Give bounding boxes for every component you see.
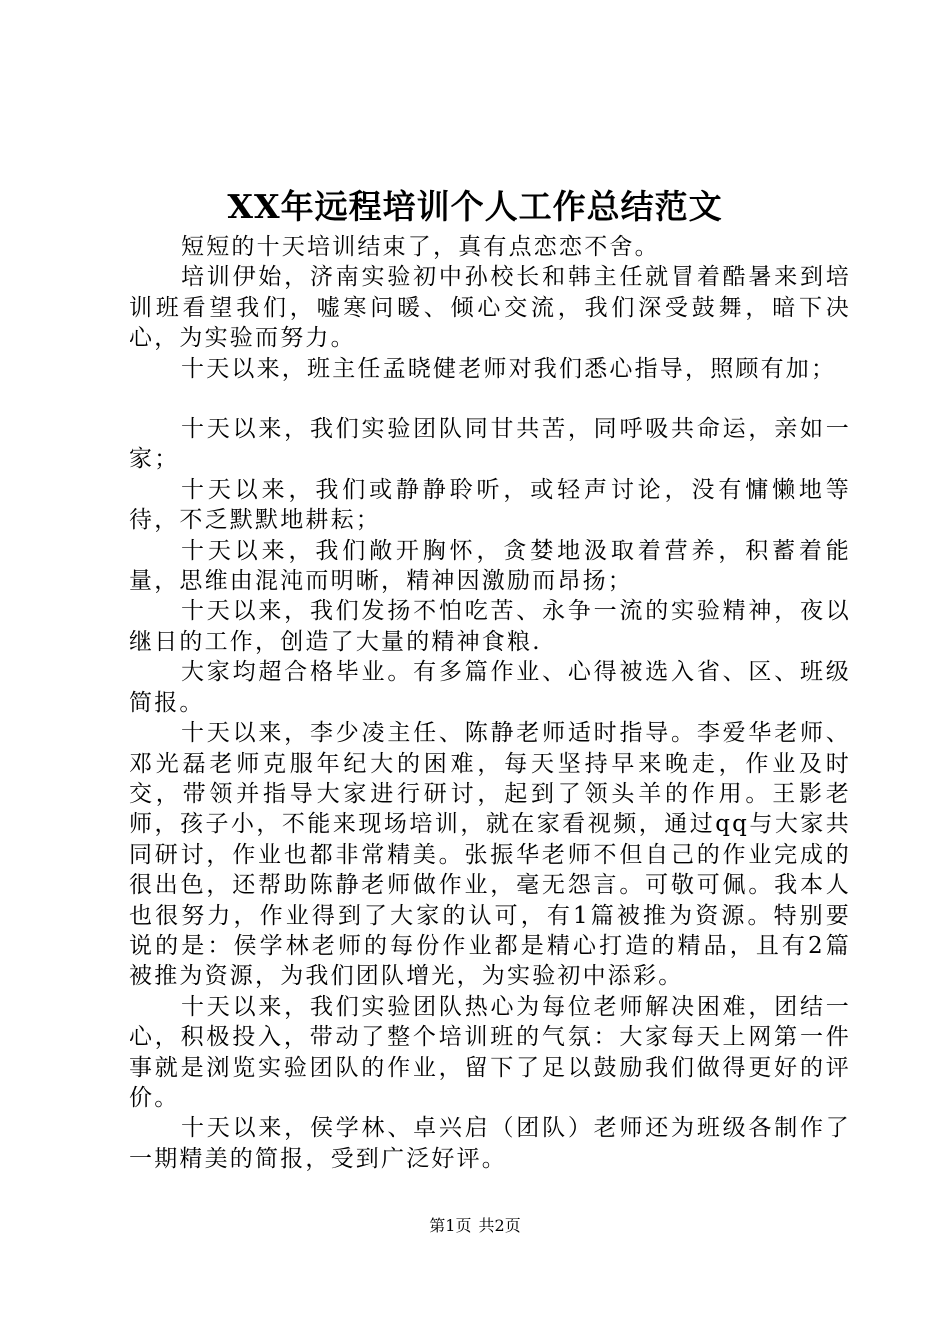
paragraph: 短短的十天培训结束了，真有点恋恋不舍。 [181, 234, 660, 260]
paragraph: 十天以来，我们实验团队热心为每位老师解决困难，团结一心，积极投入，带动了整个培训班的气氛：大家每天上网第一件事就是浏览实验团队的作业，留下了足以鼓励我们做得更好的评价。 [129, 993, 851, 1111]
paragraph: 十天以来，我们实验团队同甘共苦，同呼吸共命运，亲如一家； [129, 416, 851, 473]
paragraph: 十天以来，我们发扬不怕吃苦、永争一流的实验精神，夜以继日的工作，创造了大量的精神食粮. [129, 598, 851, 655]
document-title: XX年远程培训个人工作总结范文 [227, 187, 723, 226]
paragraph: 十天以来，我们敞开胸怀，贪婪地汲取着营养，积蓄着能量，思维由混沌而明晰，精神因激励而昂扬； [129, 537, 851, 595]
paragraph: 十天以来，侯学林、卓兴启（团队）老师还为班级各制作了一期精美的简报，受到广泛好评。 [129, 1115, 851, 1172]
document-body [129, 232, 851, 1174]
page-footer [0, 1216, 950, 1236]
paragraph: 十天以来，李少凌主任、陈静老师适时指导。李爱华老师、邓光磊老师克服年纪大的困难，每天坚持早来晚走，作业及时交，带领并指导大家进行研讨，起到了领头羊的作用。王影老师，孩子小，不能来现场培训，就在家看视频，通过qq与大家共同研讨，作业也都非常精美。张振华老师不但自己的作业完成的很出色，还帮助陈静老师做作业，毫无怨言。可敬可佩。我本人也很努力，作业得到了大家的认可，有1篇被推为资源。特别要说的是：侯学林老师的每份作业都是精心打造的精品，且有2篇被推为资源，为我们团队增光，为实验初中添彩。 [129, 720, 851, 990]
paragraph: 大家均超合格毕业。有多篇作业、心得被选入省、区、班级简报。 [129, 659, 851, 716]
paragraph: 培训伊始，济南实验初中孙校长和韩主任就冒着酷暑来到培训班看望我们，嘘寒问暖、倾心交流，我们深受鼓舞，暗下决心，为实验而努力。 [129, 264, 851, 352]
page-number: 第1页 [429, 1216, 472, 1235]
paragraph: 十天以来，班主任孟晓健老师对我们悉心指导，照顾有加； [181, 355, 837, 382]
paragraph: 十天以来，我们或静静聆听，或轻声讨论，没有慵懒地等待，不乏默默地耕耘； [129, 476, 851, 534]
page-total: 共2页 [478, 1216, 521, 1235]
